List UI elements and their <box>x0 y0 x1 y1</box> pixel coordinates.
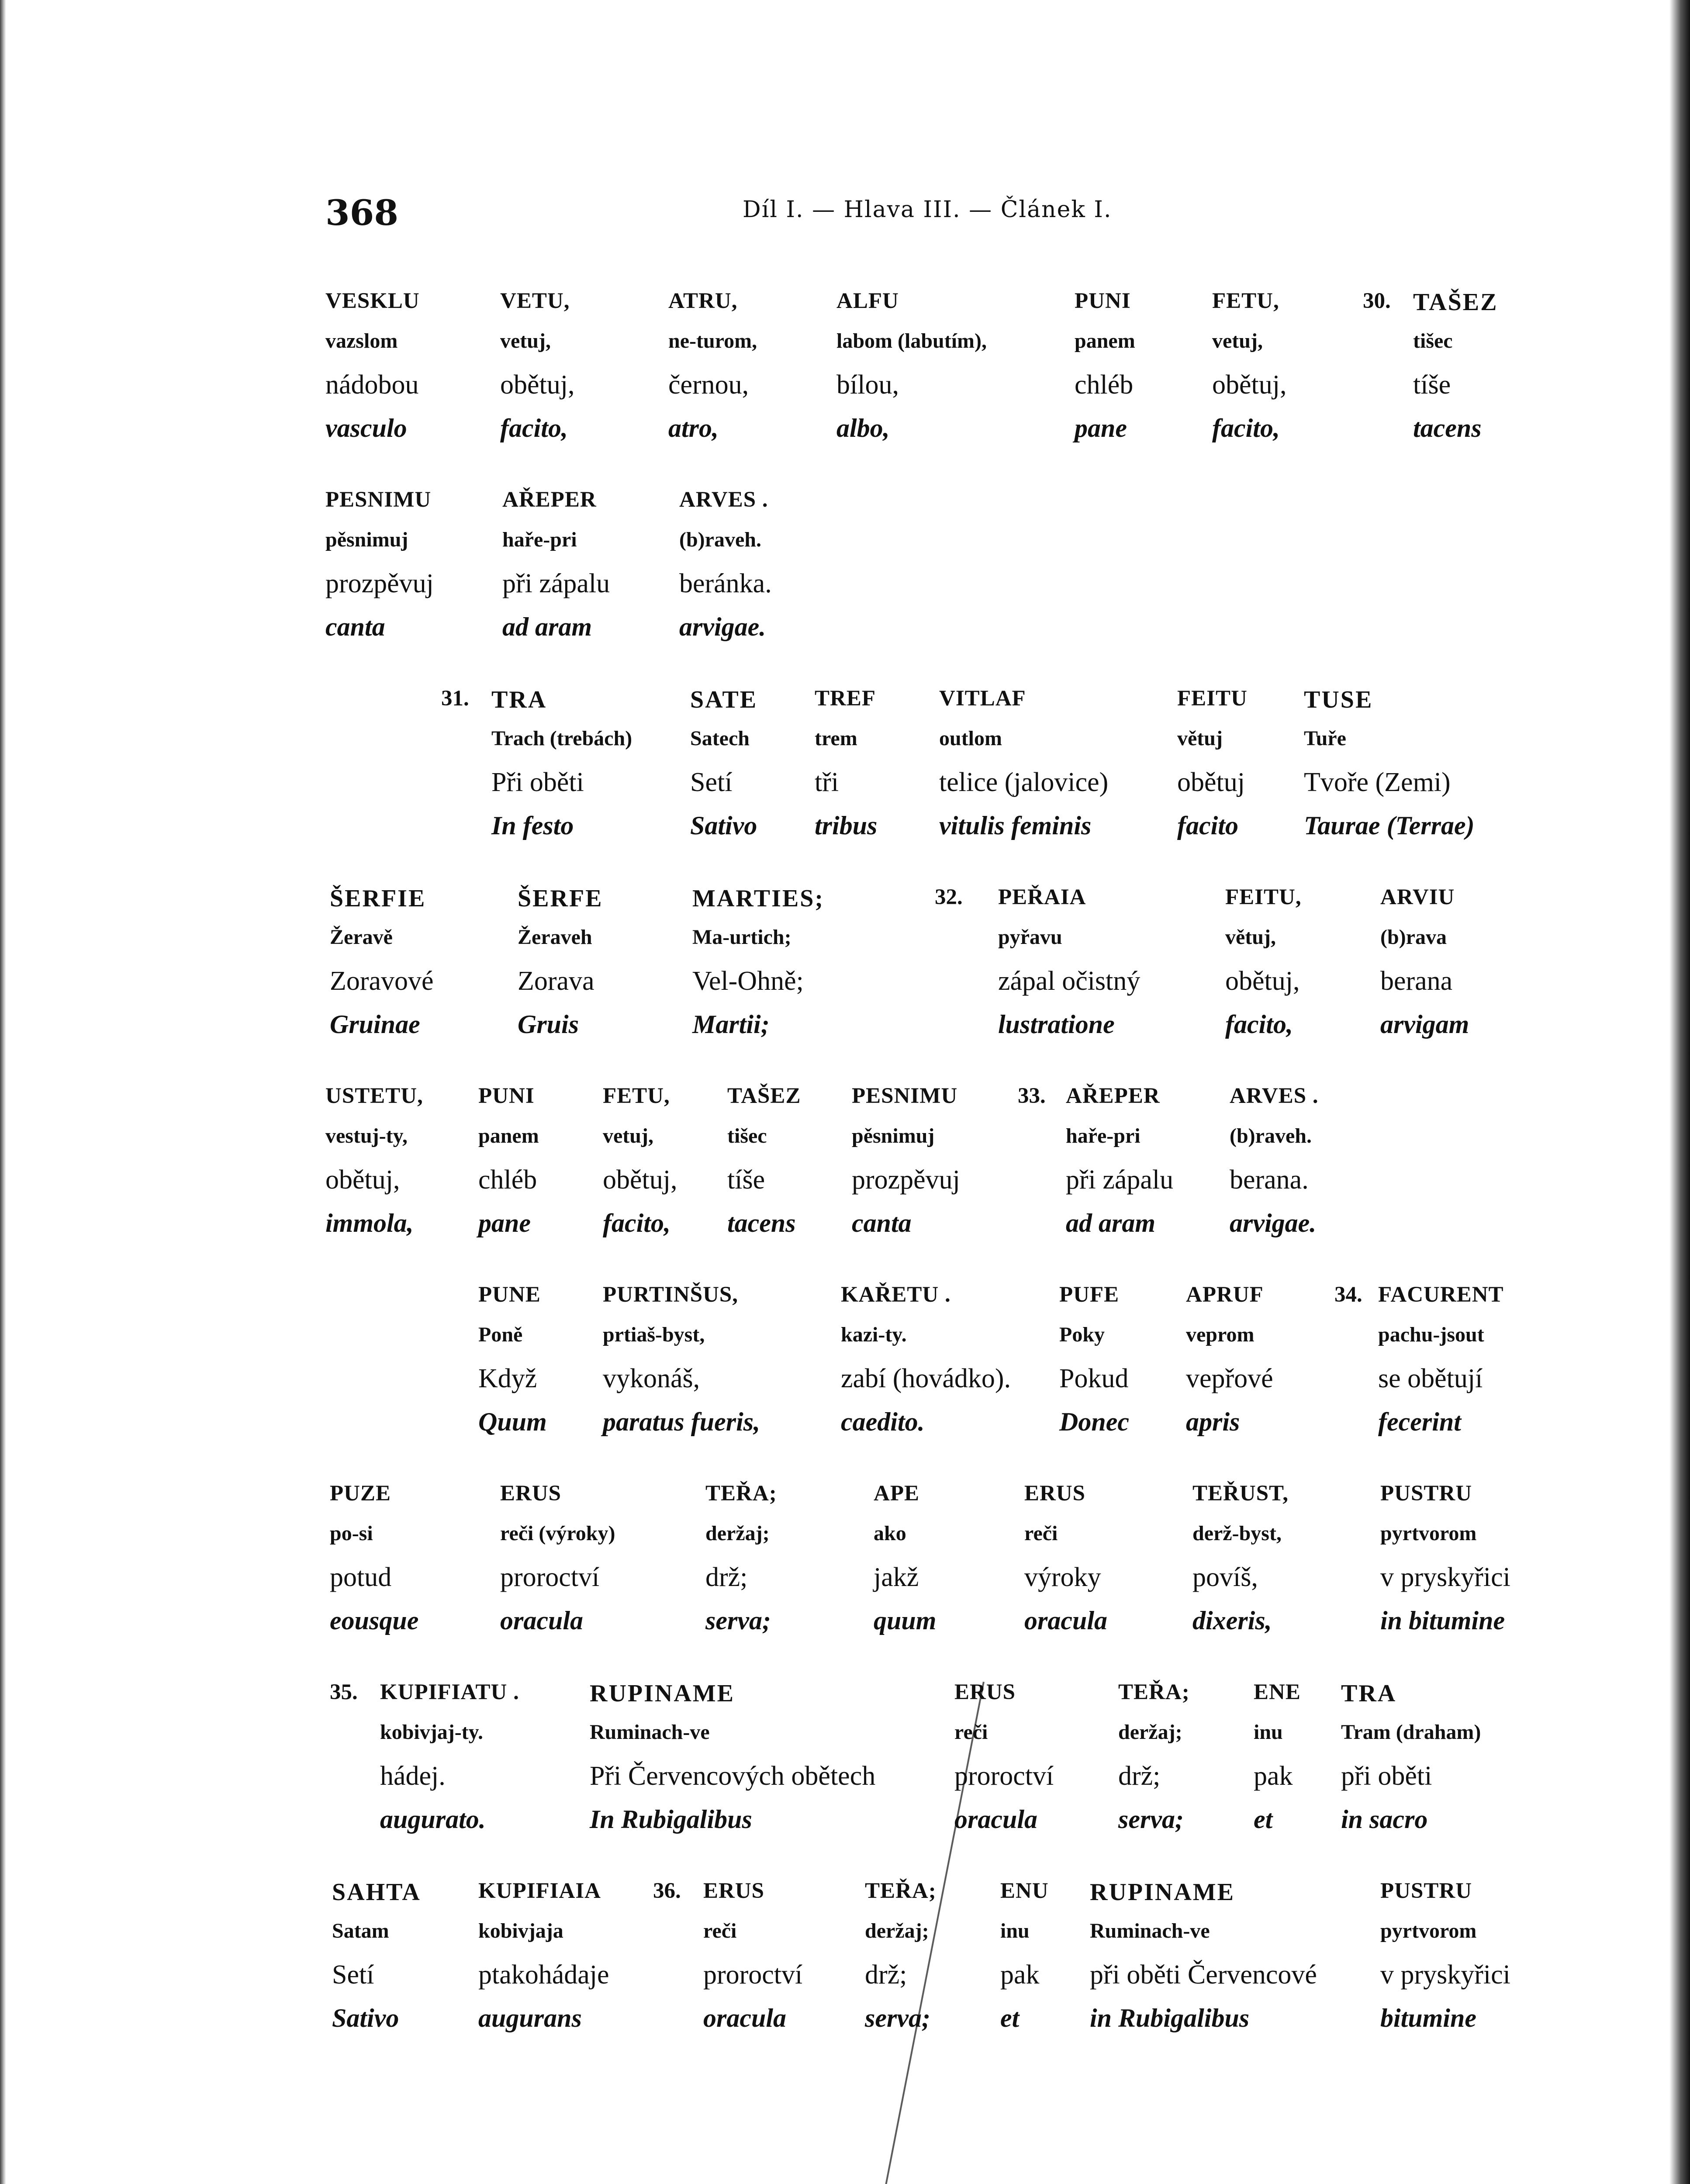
czech-translation: zápal očistný <box>998 966 1140 996</box>
czech-translation: proroctví <box>703 1960 803 1990</box>
bohemian-gloss: Ruminach-ve <box>1090 1919 1210 1942</box>
czech-translation: při zápalu <box>1066 1165 1174 1195</box>
word-column <box>500 288 574 457</box>
bohemian-gloss: haře-pri <box>502 528 577 551</box>
czech-translation: výroky <box>1024 1562 1101 1592</box>
latin-translation: Taurae (Terrae) <box>1304 811 1475 840</box>
czech-translation: při zápalu <box>502 569 610 598</box>
word-column <box>1413 288 1498 457</box>
bohemian-gloss: vetuj, <box>1212 329 1263 352</box>
czech-translation: vepřové <box>1186 1364 1273 1393</box>
bohemian-gloss: tišec <box>727 1124 767 1147</box>
bohemian-gloss: reči <box>703 1919 737 1942</box>
section-number: 36. <box>653 1879 681 1903</box>
bohemian-gloss: ne-turom, <box>668 329 757 352</box>
bohemian-gloss: pyřavu <box>998 926 1062 949</box>
word-column <box>836 288 987 457</box>
umbrian-word: TAŠEZ <box>727 1084 801 1108</box>
latin-translation: oracula <box>1024 1606 1108 1635</box>
latin-translation: in sacro <box>1341 1805 1428 1834</box>
czech-translation: prozpěvuj <box>852 1165 960 1195</box>
czech-translation: chléb <box>478 1165 537 1195</box>
latin-translation: serva; <box>865 2004 930 2032</box>
czech-translation: obětuj, <box>1212 370 1287 400</box>
bohemian-gloss: Tram (draham) <box>1341 1721 1481 1744</box>
bohemian-gloss: vazslom <box>325 329 398 352</box>
umbrian-word: VETU, <box>500 289 570 313</box>
czech-translation: obětuj, <box>1225 966 1300 996</box>
word-column <box>518 885 603 1053</box>
word-column <box>1000 1878 1049 2047</box>
umbrian-word: TRA <box>491 686 547 713</box>
czech-translation: při oběti Červencové <box>1090 1960 1317 1990</box>
running-head: Díl I. — Hlava III. — Článek I. <box>743 197 1112 223</box>
word-column <box>325 487 434 656</box>
umbrian-word: VESKLU <box>325 289 420 313</box>
umbrian-word: FEITU <box>1177 686 1248 711</box>
word-column <box>1090 1878 1317 2047</box>
latin-translation: tribus <box>815 811 878 840</box>
bohemian-gloss: kobivjaj-ty. <box>380 1721 484 1744</box>
word-column <box>703 1878 802 2047</box>
latin-translation: Gruinae <box>330 1010 420 1039</box>
word-column <box>1118 1679 1190 1848</box>
umbrian-word: SATE <box>690 686 758 713</box>
scan-edge-right <box>1669 0 1690 2184</box>
bohemian-gloss: prtiaš-byst, <box>603 1323 705 1346</box>
umbrian-word: TEŘA; <box>1118 1680 1190 1704</box>
umbrian-word: PUFE <box>1059 1282 1120 1307</box>
word-column <box>679 487 772 656</box>
czech-translation: jakž <box>874 1562 919 1592</box>
word-column <box>330 1481 418 1649</box>
bohemian-gloss: Satech <box>690 727 750 750</box>
bohemian-gloss: tišec <box>1413 329 1453 352</box>
umbrian-word: MARTIES; <box>692 885 825 912</box>
umbrian-word: KUPIFIAIA <box>478 1879 601 1903</box>
umbrian-word: FACURENT <box>1378 1282 1504 1307</box>
czech-translation: tři <box>815 767 839 797</box>
umbrian-word: ARVIU <box>1380 885 1455 909</box>
word-column <box>1059 1282 1129 1451</box>
czech-translation: pak <box>1254 1761 1293 1791</box>
czech-translation: chléb <box>1075 370 1134 400</box>
latin-translation: oracula <box>954 1805 1038 1834</box>
czech-translation: Setí <box>332 1960 374 1990</box>
bohemian-gloss: větuj <box>1177 727 1223 750</box>
umbrian-word: PURTINŠUS, <box>603 1282 739 1307</box>
bohemian-gloss: inu <box>1000 1919 1030 1942</box>
czech-translation: Zorava <box>518 966 594 996</box>
word-column <box>852 1083 960 1252</box>
bohemian-gloss: trem <box>815 727 857 750</box>
czech-translation: drž; <box>705 1562 748 1592</box>
umbrian-word: AŘEPER <box>502 487 597 512</box>
czech-translation: obětuj, <box>603 1165 677 1195</box>
czech-translation: obětuj, <box>325 1165 400 1195</box>
section-number: 31. <box>441 686 469 711</box>
czech-translation: se obětují <box>1378 1364 1483 1393</box>
latin-translation: in bitumine <box>1380 1606 1505 1635</box>
word-column <box>1254 1679 1301 1848</box>
word-column <box>1380 885 1469 1053</box>
latin-translation: oracula <box>703 2004 787 2032</box>
umbrian-word: ENU <box>1000 1879 1049 1903</box>
latin-translation: vasculo <box>325 414 407 442</box>
bohemian-gloss: vetuj, <box>500 329 551 352</box>
bohemian-gloss: outlom <box>939 727 1002 750</box>
word-column <box>690 686 757 854</box>
umbrian-word: PESNIMU <box>325 487 432 512</box>
latin-translation: ad aram <box>502 612 592 641</box>
bohemian-gloss: haře-pri <box>1066 1124 1140 1147</box>
word-column <box>502 487 610 656</box>
latin-translation: canta <box>325 612 385 641</box>
umbrian-word: ARVES . <box>1230 1084 1319 1108</box>
czech-translation: beránka. <box>679 569 772 598</box>
bohemian-gloss: Žeravě <box>330 926 393 949</box>
bohemian-gloss: pyrtvorom <box>1380 1522 1477 1545</box>
umbrian-word: TUSE <box>1304 686 1373 713</box>
czech-translation: proroctví <box>954 1761 1054 1791</box>
latin-translation: in Rubigalibus <box>1090 2004 1250 2032</box>
word-column <box>1075 288 1135 457</box>
latin-translation: tacens <box>1413 414 1482 442</box>
latin-translation: Donec <box>1059 1407 1129 1436</box>
umbrian-word: ERUS <box>500 1481 562 1506</box>
umbrian-word: TRA <box>1341 1680 1397 1707</box>
word-column <box>841 1282 1011 1451</box>
bohemian-gloss: Žeraveh <box>518 926 592 949</box>
word-column <box>1177 686 1248 854</box>
latin-translation: arvigae. <box>679 612 766 641</box>
umbrian-word: TEŘA; <box>705 1481 777 1506</box>
umbrian-word: PUSTRU <box>1380 1481 1472 1506</box>
page-number: 368 <box>325 192 398 233</box>
czech-translation: proroctví <box>500 1562 600 1592</box>
word-column <box>491 686 632 854</box>
bohemian-gloss: reči <box>954 1721 988 1744</box>
umbrian-word: TREF <box>815 686 876 711</box>
latin-translation: Quum <box>478 1407 547 1436</box>
umbrian-word: TAŠEZ <box>1413 289 1498 316</box>
czech-translation: potud <box>330 1562 392 1592</box>
latin-translation: quum <box>874 1606 937 1635</box>
czech-translation: tíše <box>727 1165 765 1195</box>
latin-translation: canta <box>852 1209 912 1237</box>
umbrian-word: APRUF <box>1186 1282 1264 1307</box>
latin-translation: eousque <box>330 1606 419 1635</box>
word-column <box>874 1481 936 1649</box>
umbrian-word: FEITU, <box>1225 885 1302 909</box>
bohemian-gloss: ako <box>874 1522 906 1545</box>
bohemian-gloss: vestuj-ty, <box>325 1124 408 1147</box>
czech-translation: Při oběti <box>491 767 584 797</box>
umbrian-word: PUNE <box>478 1282 541 1307</box>
latin-translation: serva; <box>1118 1805 1184 1834</box>
word-column <box>500 1481 615 1649</box>
bohemian-gloss: Ruminach-ve <box>590 1721 710 1744</box>
umbrian-word: KAŘETU . <box>841 1282 951 1307</box>
word-column <box>590 1679 875 1848</box>
bohemian-gloss: pěsnimuj <box>325 528 408 551</box>
umbrian-word: ŠERFIE <box>330 885 426 912</box>
section-number: 33. <box>1018 1084 1046 1108</box>
word-column <box>332 1878 421 2047</box>
word-column <box>325 1083 423 1252</box>
bohemian-gloss: (b)raveh. <box>1230 1124 1312 1147</box>
czech-translation: Setí <box>690 767 733 797</box>
word-column <box>815 686 877 854</box>
word-column <box>1230 1083 1319 1252</box>
czech-translation: nádobou <box>325 370 419 400</box>
umbrian-word: USTETU, <box>325 1084 423 1108</box>
word-column <box>692 885 824 1053</box>
umbrian-word: ATRU, <box>668 289 738 313</box>
latin-translation: tacens <box>727 1209 796 1237</box>
word-column <box>865 1878 937 2047</box>
bohemian-gloss: reči <box>1024 1522 1058 1545</box>
umbrian-word: PUSTRU <box>1380 1879 1472 1903</box>
latin-translation: bitumine <box>1380 2004 1477 2032</box>
latin-translation: facito, <box>500 414 568 442</box>
section-number: 35. <box>330 1680 358 1704</box>
bohemian-gloss: Satam <box>332 1919 389 1942</box>
word-column <box>478 1083 539 1252</box>
czech-translation: černou, <box>668 370 749 400</box>
bohemian-gloss: Poky <box>1059 1323 1105 1346</box>
latin-translation: Sativo <box>690 811 757 840</box>
latin-translation: fecerint <box>1378 1407 1461 1436</box>
latin-translation: apris <box>1186 1407 1240 1436</box>
czech-translation: Zoravové <box>330 966 434 996</box>
umbrian-word: PUZE <box>330 1481 391 1506</box>
latin-translation: facito, <box>1225 1010 1293 1039</box>
word-column <box>380 1679 519 1848</box>
bohemian-gloss: Poně <box>478 1323 523 1346</box>
latin-translation: oracula <box>500 1606 584 1635</box>
umbrian-word: FETU, <box>1212 289 1279 313</box>
umbrian-word: ŠERFE <box>518 885 603 912</box>
bohemian-gloss: panem <box>478 1124 539 1147</box>
latin-translation: pane <box>1075 414 1127 442</box>
umbrian-word: ERUS <box>1024 1481 1086 1506</box>
umbrian-word: FETU, <box>603 1084 670 1108</box>
czech-translation: berana. <box>1230 1165 1309 1195</box>
bohemian-gloss: reči (výroky) <box>500 1522 615 1545</box>
word-column <box>330 885 434 1053</box>
bohemian-gloss: Trach (trebách) <box>491 727 632 750</box>
umbrian-word: SAHTA <box>332 1879 421 1906</box>
word-column <box>603 1083 677 1252</box>
czech-translation: Vel-Ohně; <box>692 966 804 996</box>
latin-translation: vitulis feminis <box>939 811 1092 840</box>
czech-translation: při oběti <box>1341 1761 1432 1791</box>
bohemian-gloss: (b)rava <box>1380 926 1447 949</box>
word-column <box>1186 1282 1273 1451</box>
word-column <box>1225 885 1302 1053</box>
latin-translation: dixeris, <box>1192 1606 1272 1635</box>
czech-translation: ptakohádaje <box>478 1960 609 1990</box>
czech-translation: obětuj <box>1177 767 1245 797</box>
czech-translation: zabí (hovádko). <box>841 1364 1011 1393</box>
umbrian-word: PEŘAIA <box>998 885 1086 909</box>
bohemian-gloss: deržaj; <box>865 1919 929 1942</box>
word-column <box>1192 1481 1289 1649</box>
latin-translation: caedito. <box>841 1407 925 1436</box>
bohemian-gloss: kobivjaja <box>478 1919 563 1942</box>
czech-translation: telice (jalovice) <box>939 767 1109 797</box>
section-number: 34. <box>1334 1282 1362 1307</box>
umbrian-word: PUNI <box>478 1084 535 1108</box>
latin-translation: augurato. <box>380 1805 486 1834</box>
word-column <box>325 288 420 457</box>
latin-translation: pane <box>478 1209 531 1237</box>
word-column <box>705 1481 777 1649</box>
word-column <box>603 1282 760 1451</box>
word-column <box>478 1282 547 1451</box>
word-column <box>1380 1481 1510 1649</box>
czech-translation: pak <box>1000 1960 1040 1990</box>
czech-translation: obětuj, <box>500 370 575 400</box>
bohemian-gloss: deržaj; <box>705 1522 770 1545</box>
bohemian-gloss: veprom <box>1186 1323 1255 1346</box>
umbrian-word: ERUS <box>703 1879 765 1903</box>
czech-translation: drž; <box>865 1960 907 1990</box>
latin-translation: Sativo <box>332 2004 399 2032</box>
umbrian-word: ERUS <box>954 1680 1016 1704</box>
latin-translation: atro, <box>668 414 719 442</box>
czech-translation: hádej. <box>380 1761 446 1791</box>
word-column <box>1024 1481 1107 1649</box>
bohemian-gloss: Tuře <box>1304 727 1346 750</box>
bohemian-gloss: labom (labutím), <box>836 329 987 352</box>
czech-translation: tíše <box>1413 370 1451 400</box>
umbrian-word: APE <box>874 1481 919 1506</box>
czech-translation: v pryskyřici <box>1380 1562 1510 1592</box>
latin-translation: et <box>1254 1805 1273 1834</box>
umbrian-word: VITLAF <box>939 686 1026 711</box>
umbrian-word: ARVES . <box>679 487 768 512</box>
bohemian-gloss: vetuj, <box>603 1124 653 1147</box>
latin-translation: facito, <box>1212 414 1280 442</box>
latin-translation: Gruis <box>518 1010 579 1039</box>
bohemian-gloss: inu <box>1254 1721 1283 1744</box>
umbrian-word: RUPINAME <box>1090 1879 1235 1906</box>
umbrian-word: AŘEPER <box>1066 1084 1160 1108</box>
latin-translation: arvigae. <box>1230 1209 1317 1237</box>
latin-translation: paratus fueris, <box>603 1407 760 1436</box>
latin-translation: ad aram <box>1066 1209 1156 1237</box>
section-number: 30. <box>1363 289 1391 313</box>
bohemian-gloss: pyrtvorom <box>1380 1919 1477 1942</box>
word-column <box>478 1878 609 2047</box>
latin-translation: serva; <box>705 1606 771 1635</box>
word-column <box>939 686 1108 854</box>
umbrian-word: PESNIMU <box>852 1084 958 1108</box>
latin-translation: Martii; <box>692 1010 770 1039</box>
word-column <box>1341 1679 1481 1848</box>
latin-translation: facito <box>1177 811 1238 840</box>
czech-translation: vykonáš, <box>603 1364 700 1393</box>
czech-translation: Když <box>478 1364 537 1393</box>
word-column <box>1066 1083 1173 1252</box>
czech-translation: prozpěvuj <box>325 569 434 598</box>
word-column <box>1378 1282 1504 1451</box>
word-column <box>1212 288 1286 457</box>
bohemian-gloss: pěsnimuj <box>852 1124 935 1147</box>
umbrian-word: PUNI <box>1075 289 1131 313</box>
latin-translation: arvigam <box>1380 1010 1469 1039</box>
word-column <box>998 885 1140 1053</box>
latin-translation: et <box>1000 2004 1020 2032</box>
czech-translation: v pryskyřici <box>1380 1960 1510 1990</box>
umbrian-word: KUPIFIATU . <box>380 1680 519 1704</box>
word-column <box>668 288 757 457</box>
bohemian-gloss: (b)raveh. <box>679 528 761 551</box>
bohemian-gloss: větuj, <box>1225 926 1276 949</box>
word-column <box>727 1083 801 1252</box>
czech-translation: bílou, <box>836 370 899 400</box>
czech-translation: berana <box>1380 966 1453 996</box>
umbrian-word: RUPINAME <box>590 1680 735 1707</box>
latin-translation: albo, <box>836 414 890 442</box>
latin-translation: lustratione <box>998 1010 1115 1039</box>
scan-edge-left <box>0 0 6 2184</box>
bohemian-gloss: deržaj; <box>1118 1721 1182 1744</box>
word-column <box>954 1679 1054 1848</box>
czech-translation: Pokud <box>1059 1364 1129 1393</box>
word-column <box>1304 686 1475 854</box>
bohemian-gloss: Ma-urtich; <box>692 926 791 949</box>
section-number: 32. <box>935 885 963 909</box>
latin-translation: In Rubigalibus <box>590 1805 752 1834</box>
bohemian-gloss: panem <box>1075 329 1135 352</box>
latin-translation: facito, <box>603 1209 670 1237</box>
czech-translation: Tvoře (Zemi) <box>1304 767 1451 797</box>
umbrian-word: TEŘA; <box>865 1879 937 1903</box>
word-column <box>1380 1878 1510 2047</box>
czech-translation: drž; <box>1118 1761 1161 1791</box>
umbrian-word: ENE <box>1254 1680 1301 1704</box>
czech-translation: Při Červencových obětech <box>590 1761 876 1791</box>
bohemian-gloss: pachu-jsout <box>1378 1323 1484 1346</box>
latin-translation: augurans <box>478 2004 582 2032</box>
bohemian-gloss: po-si <box>330 1522 373 1545</box>
umbrian-word: ALFU <box>836 289 899 313</box>
bohemian-gloss: kazi-ty. <box>841 1323 907 1346</box>
latin-translation: In festo <box>491 811 574 840</box>
czech-translation: povíš, <box>1192 1562 1258 1592</box>
latin-translation: immola, <box>325 1209 414 1237</box>
bohemian-gloss: derž-byst, <box>1192 1522 1282 1545</box>
umbrian-word: TEŘUST, <box>1192 1481 1289 1506</box>
